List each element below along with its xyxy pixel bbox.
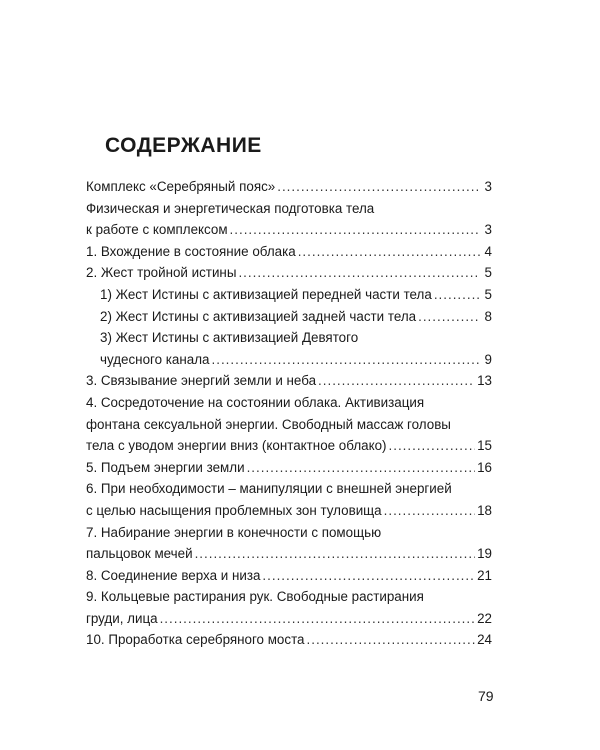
toc-page-number: 8 bbox=[484, 308, 492, 324]
dot-leader bbox=[230, 219, 480, 241]
toc-entry-row bbox=[86, 608, 492, 630]
toc-entry-text: 3. Связывание энергий земли и неба bbox=[86, 373, 317, 389]
toc-entry-row bbox=[86, 629, 492, 651]
toc-entry-row bbox=[100, 349, 492, 371]
toc-entry-text: Комплекс «Серебряный пояс» bbox=[86, 179, 276, 194]
page-title: СОДЕРЖАНИЕ bbox=[105, 134, 262, 157]
toc-page-number: 9 bbox=[484, 351, 492, 367]
toc-entry bbox=[86, 478, 492, 521]
dot-leader bbox=[418, 306, 480, 328]
toc-entry-row bbox=[86, 241, 492, 263]
toc-entry bbox=[86, 522, 492, 565]
toc-entry-text: 8. Соединение верха и низа bbox=[86, 567, 261, 583]
toc-entry bbox=[86, 306, 492, 328]
toc-entry bbox=[86, 392, 492, 457]
toc-entry-text: пальцовок мечей bbox=[86, 546, 193, 562]
toc-entry-text: тела с уводом энергии вниз (контактное облако) bbox=[86, 438, 387, 454]
toc-entry-row bbox=[86, 565, 492, 587]
toc-entry-text: 9. Кольцевые растирания рук. Свободные растирания bbox=[86, 589, 424, 605]
toc-entry bbox=[86, 284, 492, 306]
toc-entry bbox=[86, 629, 492, 651]
toc-entry-row bbox=[86, 370, 492, 392]
toc-page-number: 5 bbox=[484, 265, 492, 281]
toc-entry bbox=[86, 327, 492, 370]
toc-page-number: 16 bbox=[477, 459, 492, 475]
toc-entry-text: 1. Вхождение в состояние облака bbox=[86, 243, 296, 259]
toc-entry-row bbox=[100, 306, 492, 328]
dot-leader bbox=[434, 284, 480, 306]
toc-entry-text: 5. Подъем энергии земли bbox=[86, 459, 245, 475]
toc-entry bbox=[86, 241, 492, 263]
toc-entry-text: 6. При необходимости – манипуляции с внешней энергией bbox=[86, 481, 452, 497]
toc-entry-text: Физическая и энергетическая подготовка тела bbox=[86, 200, 375, 216]
toc-page-number: 18 bbox=[477, 502, 492, 518]
page-number: 79 bbox=[478, 688, 494, 704]
toc-entry bbox=[86, 262, 492, 284]
toc-entry-text: к работе с комплексом bbox=[86, 222, 228, 238]
toc-entry bbox=[86, 586, 492, 629]
toc-page-number: 22 bbox=[477, 610, 492, 626]
toc-entry-text: 3) Жест Истины с активизацией Девятого bbox=[100, 330, 359, 346]
toc-entry-row bbox=[100, 284, 492, 306]
toc-page-number: 24 bbox=[477, 632, 492, 648]
toc-page-number: 3 bbox=[484, 222, 492, 238]
dot-leader bbox=[277, 176, 480, 198]
dot-leader bbox=[384, 500, 475, 522]
toc-entry-row bbox=[86, 543, 492, 565]
toc-entry-row bbox=[86, 435, 492, 457]
dot-leader bbox=[160, 608, 476, 630]
dot-leader bbox=[195, 543, 476, 565]
dot-leader bbox=[307, 629, 476, 651]
toc-entry-text: фонтана сексуальной энергии. Свободный массаж головы bbox=[86, 416, 451, 432]
dot-leader bbox=[212, 349, 481, 371]
toc-entry-text: 10. Проработка серебряного моста bbox=[86, 632, 305, 648]
toc-entry-text: 2. Жест тройной истины bbox=[86, 265, 237, 281]
toc-page-number: 21 bbox=[477, 567, 492, 583]
toc-entry-row bbox=[86, 500, 492, 522]
toc-page-number: 15 bbox=[477, 438, 492, 454]
toc-entry bbox=[86, 457, 492, 479]
dot-leader bbox=[318, 370, 475, 392]
toc-entry-text: с целью насыщения проблемных зон туловища bbox=[86, 502, 382, 518]
table-of-contents bbox=[86, 176, 492, 651]
toc-page-number: 13 bbox=[477, 373, 492, 389]
dot-leader bbox=[247, 457, 476, 479]
toc-entry-text: 4. Сосредоточение на состоянии облака. Активизация bbox=[86, 394, 425, 410]
dot-leader bbox=[262, 565, 475, 587]
toc-entry-row bbox=[86, 176, 492, 198]
toc-entry-text: 7. Набирание энергии в конечности с помощью bbox=[86, 524, 382, 540]
toc-entry-row bbox=[86, 457, 492, 479]
toc-page-number: 19 bbox=[477, 546, 492, 562]
toc-entry-text: 1) Жест Истины с активизацией передней части тела bbox=[100, 286, 432, 302]
dot-leader bbox=[238, 262, 480, 284]
toc-page-number: 3 bbox=[484, 179, 492, 194]
toc-entry bbox=[86, 370, 492, 392]
toc-entry-text: 2) Жест Истины с активизацией задней части тела bbox=[100, 308, 417, 324]
toc-entry bbox=[86, 198, 492, 241]
toc-page-number: 4 bbox=[484, 243, 492, 259]
toc-entry-text: чудесного канала bbox=[100, 351, 210, 367]
toc-page-number: 5 bbox=[484, 286, 492, 302]
toc-entry bbox=[86, 565, 492, 587]
toc-entry-row bbox=[86, 262, 492, 284]
toc-entry-text: груди, лица bbox=[86, 610, 158, 626]
toc-entry bbox=[86, 176, 492, 198]
toc-entry-row bbox=[86, 219, 492, 241]
dot-leader bbox=[298, 241, 480, 263]
dot-leader bbox=[389, 435, 476, 457]
